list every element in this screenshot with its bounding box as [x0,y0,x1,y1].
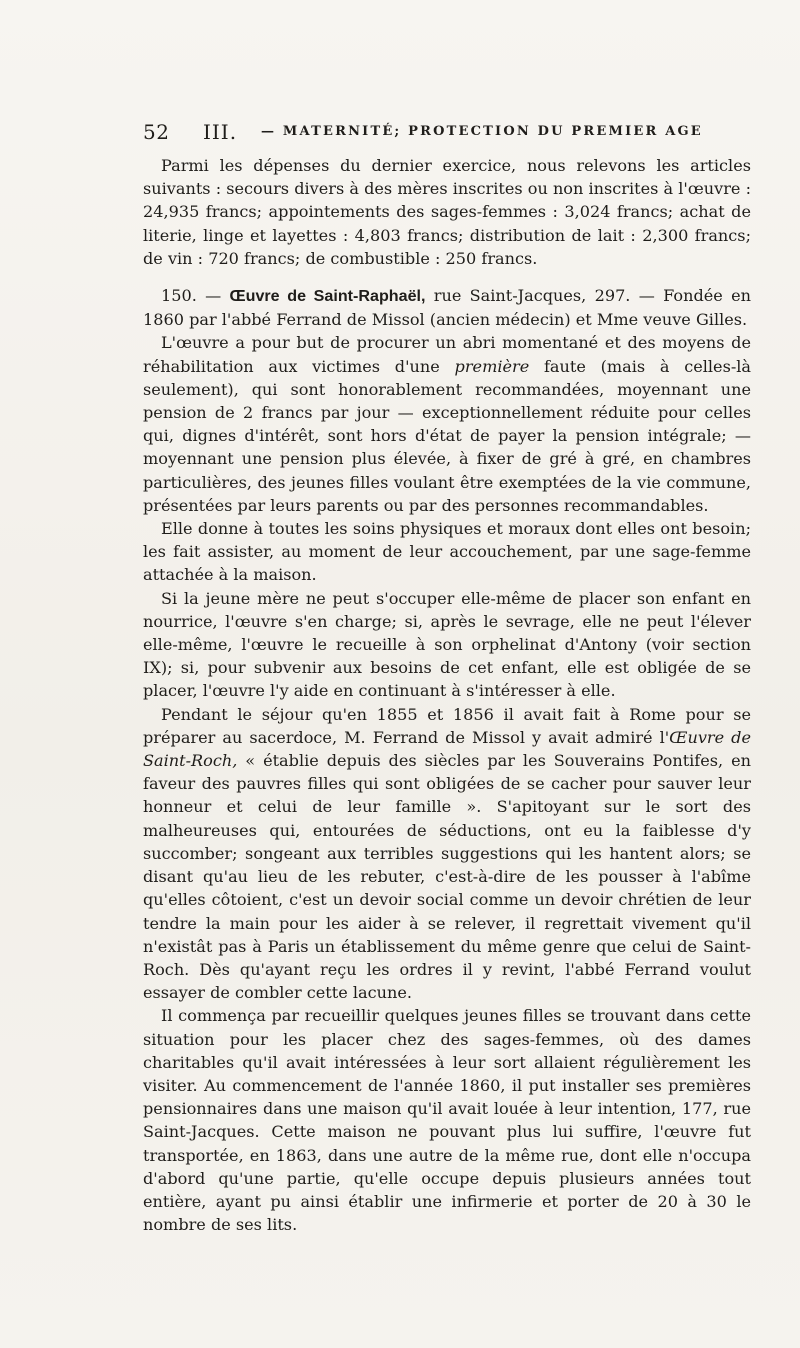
paragraph-history-part1: Pendant le séjour qu'en 1855 et 1856 il avait fait à Rome pour se préparer au sacerdoce, M. Ferrand de Missol y avait admiré l' [143,704,751,747]
paragraph-care: Elle donne à toutes les soins physiques et moraux dont elles ont besoin; les fait assister, au moment de leur accouchement, par une sage-femme attachée à la maison. [143,519,751,585]
paragraph-expenses: Parmi les dépenses du dernier exercice, nous relevons les articles suivants : secours divers à des mères inscrites ou non inscrites à l'œuvre : 24,935 francs; appointements des sages-femmes : 3,024 francs; achat de literie, linge et layettes : 4,803 francs; distribution de lait : 2,300 francs; de vin : 720 francs; de combustible : 250 francs. [143,156,751,268]
paragraph-child: Si la jeune mère ne peut s'occuper elle-même de placer son enfant en nourrice, l'œuvre s'en charge; si, après le sevrage, elle ne peut l'élever elle-même, l'œuvre le recueille à son orphelinat d'Antony (voir section IX); si, pour subvenir aux besoins de cet enfant, elle est obligée de se placer, l'œuvre l'y aide en continuant à s'intéresser à elle. [143,588,751,701]
paragraph-purpose-part2: faute (mais à celles-là seulement), qui sont honorablement recommandées, moyennant une pension de 2 francs par jour — exceptionnellement réduite pour celles qui, dignes d'intérêt, sont hors d'état de payer la pension intégrale; — moyennant une pension plus élevée, à fixer de gré à gré, en chambres particulières, des jeunes filles voulant être exemptées de la vie commune, présentées par leurs parents ou par des personnes recommandables. [143,356,752,515]
page-header [143,120,703,154]
chapter-number: III. [203,120,238,144]
running-title: — MATERNITÉ; PROTECTION DU PREMIER AGE [261,124,703,139]
paragraph-purpose-part1: L'œuvre a pour but de procurer un abri momentané et des moyens de réhabilitation aux victimes d'une [143,333,751,376]
page-number: 52 [143,120,170,144]
entry-heading [143,284,751,331]
entry-name: Œuvre de Saint-Raphaël, [229,287,426,306]
paragraph-purpose [143,331,751,517]
paragraph-history [143,703,751,1005]
entry-address: rue Saint-Jacques, 297. — Fondée en 1860 par l'abbé Ferrand de Missol (ancien médecin) et Mme veuve Gilles. [143,286,751,330]
paragraph-history-emphasis: Œuvre de Saint-Roch, [143,727,751,771]
page-body [143,154,751,1236]
paragraph-purpose-emphasis: première [454,356,530,376]
paragraph-beginning: Il commença par recueillir quelques jeunes filles se trouvant dans cette situation pour les placer chez des sages-femmes, où des dames charitables qu'il avait intéressées à leur sort allaient régulièrement les visiter. Au commencement de l'année 1860, il put installer ses premières pensionnaires dans une maison qu'il avait louée à leur intention, 177, rue Saint-Jacques. Cette maison ne pouvant plus lui suffire, l'œuvre fut transportée, en 1863, dans une autre de la même rue, dont elle n'occupa d'abord qu'une partie, qu'elle occupe depuis plusieurs années tout entière, ayant pu ainsi établir une infirmerie et porter de 20 à 30 le nombre de ses lits. [143,1006,751,1235]
paragraph-history-part2: « établie depuis des siècles par les Souverains Pontifes, en faveur des pauvres filles qui sont obligées de se cacher pour sauver leur honneur et celui de leur famille ». S'apitoyant sur le sort des malheureuses qui, entourées de séductions, ont eu la faiblesse d'y succomber; songeant aux terribles suggestions qui les hantent alors; se disant qu'au lieu de les rebuter, c'est-à-dire de les pousser à l'abîme qu'elles côtoient, c'est un devoir social comme un devoir chrétien de leur tendre la main pour les aider à se relever, il regrettait vivement qu'il n'existât pas à Paris un établissement du même genre que celui de Saint-Roch. Dès qu'ayant reçu les ordres il y revint, l'abbé Ferrand voulut essayer de combler cette lacune. [143,751,751,1003]
entry-number: 150. — [161,286,222,306]
